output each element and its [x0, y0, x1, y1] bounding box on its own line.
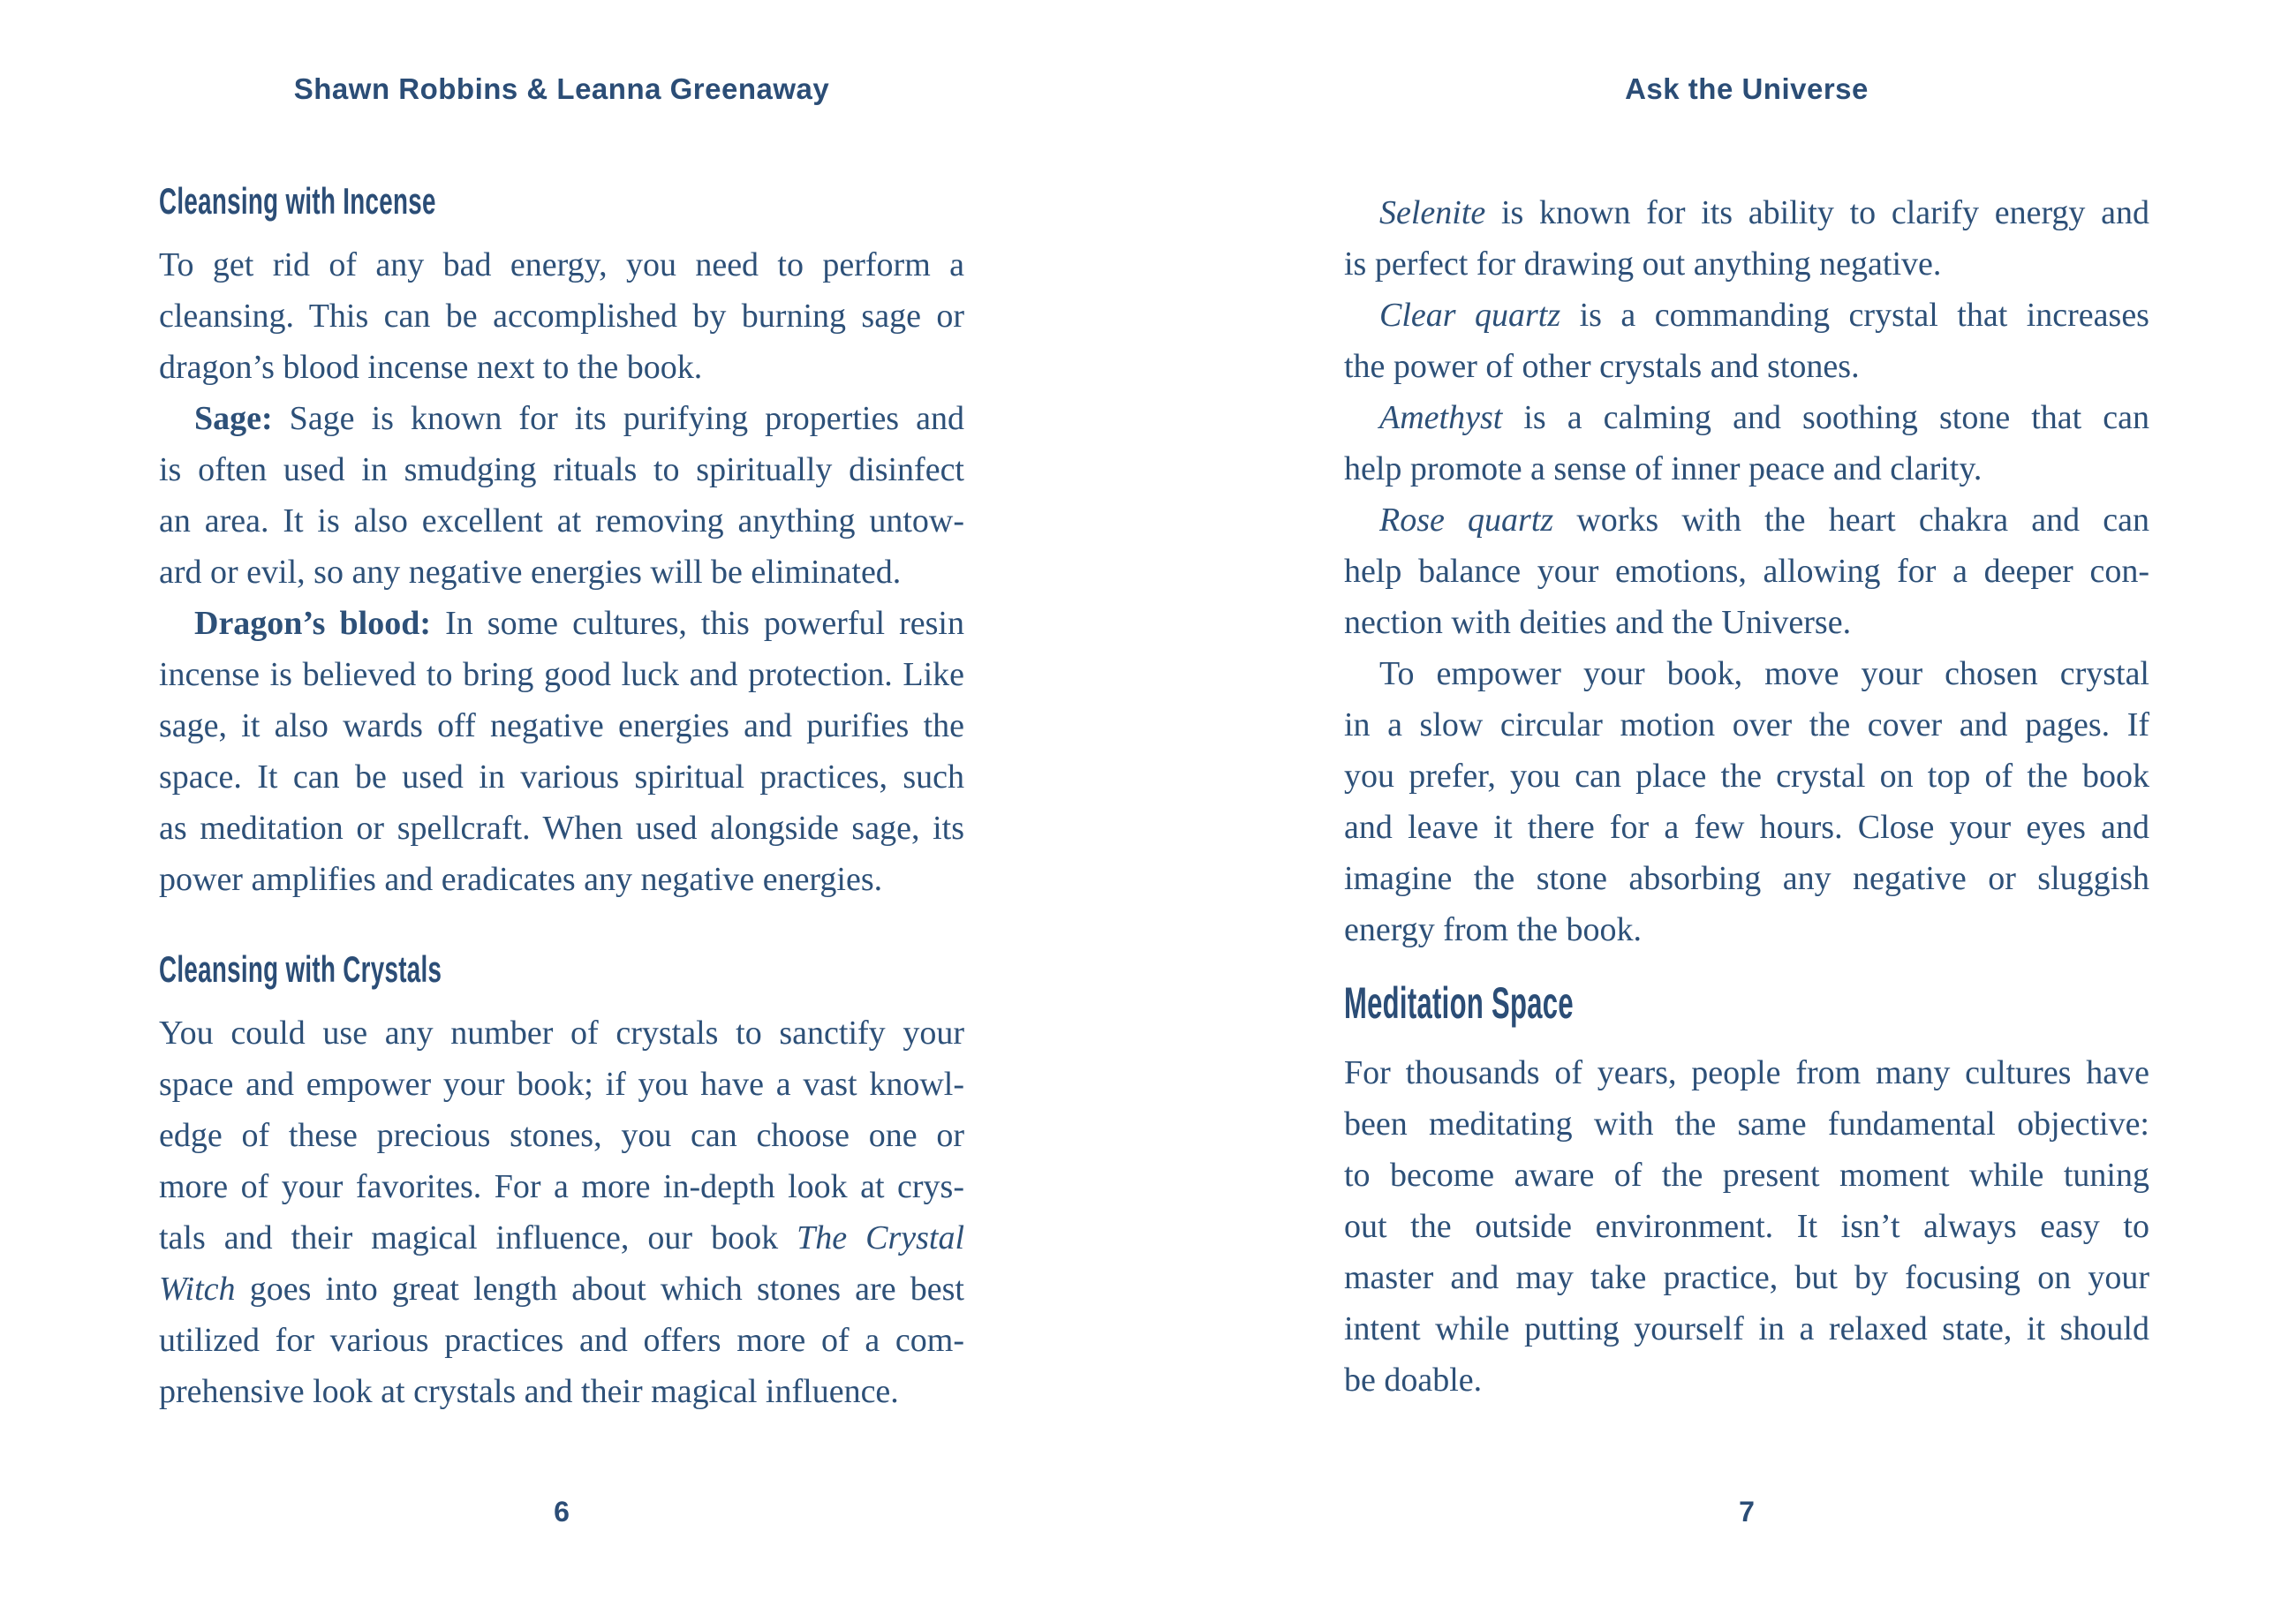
- page-left: [159, 0, 964, 1607]
- text-line: [1344, 1354, 2149, 1406]
- text-line: [159, 393, 964, 444]
- body-text: intent while putting yourself in a relaxed state, it should: [1344, 1310, 2149, 1347]
- paragraph: [159, 239, 964, 393]
- bold-text: Dragon’s blood:: [194, 605, 432, 642]
- body-text: space and empower your book; if you have a vast knowl-: [159, 1066, 964, 1103]
- text-line: [1344, 1201, 2149, 1252]
- text-line: [1344, 648, 2149, 699]
- text-line: [1344, 699, 2149, 751]
- body-text: is known for its ability to clarify energy and: [1485, 194, 2149, 231]
- text-line: [159, 1110, 964, 1161]
- text-line: [159, 1059, 964, 1110]
- body-text: help promote a sense of inner peace and clarity.: [1344, 450, 1983, 487]
- body-text: space. It can be used in various spiritual practices, such: [159, 758, 964, 796]
- text-line: [159, 598, 964, 649]
- body-text: an area. It is also excellent at removing anything untow-: [159, 502, 964, 539]
- body-text: In some cultures, this powerful resin: [431, 605, 964, 642]
- body-text: is a commanding crystal that increases: [1560, 297, 2149, 334]
- body-text: to become aware of the present moment while tuning: [1344, 1157, 2149, 1194]
- paragraph: [1344, 290, 2149, 392]
- body-text: is perfect for drawing out anything negative.: [1344, 245, 1942, 283]
- text-line: [1344, 853, 2149, 904]
- text-line: [1344, 546, 2149, 597]
- page-number-left: 6: [554, 1496, 570, 1528]
- body-text: goes into great length about which stones are best: [235, 1271, 964, 1308]
- paragraph: [159, 598, 964, 905]
- body-text: master and may take practice, but by focusing on your: [1344, 1259, 2149, 1296]
- text-line: [1344, 1047, 2149, 1098]
- text-line: [159, 1366, 964, 1417]
- body-text: and leave it there for a few hours. Close your eyes and: [1344, 809, 2149, 846]
- body-text: as meditation or spellcraft. When used alongside sage, its: [159, 810, 964, 847]
- text-line: [1344, 443, 2149, 494]
- italic-text: The Crystal: [797, 1219, 964, 1256]
- body-text: cleansing. This can be accomplished by burning sage or: [159, 298, 964, 335]
- text-line: [159, 1315, 964, 1366]
- body-text: be doable.: [1344, 1362, 1483, 1399]
- body-text: edge of these precious stones, you can choose one or: [159, 1117, 964, 1154]
- body-text: been meditating with the same fundamental objective:: [1344, 1105, 2149, 1143]
- paragraph: [159, 393, 964, 598]
- body-text: sage, it also wards off negative energies and purifies the: [159, 707, 964, 744]
- body-text: tals and their magical influence, our book: [159, 1219, 797, 1256]
- text-line: [159, 751, 964, 803]
- body-text: is often used in smudging rituals to spiritually disinfect: [159, 451, 964, 488]
- body-text: the power of other crystals and stones.: [1344, 348, 1860, 385]
- body-text: works with the heart chakra and can: [1553, 502, 2149, 539]
- text-line: [159, 495, 964, 547]
- body-text: To get rid of any bad energy, you need to perform a: [159, 246, 964, 283]
- text-line: [159, 342, 964, 393]
- text-line: [1344, 1252, 2149, 1303]
- text-line: [159, 700, 964, 751]
- text-line: [159, 803, 964, 854]
- page-right: [1344, 0, 2149, 1607]
- text-line: [159, 1007, 964, 1059]
- body-text: For thousands of years, people from many cultures have: [1344, 1054, 2149, 1091]
- body-text: more of your favorites. For a more in-depth look at crys-: [159, 1168, 964, 1205]
- body-text: Sage is known for its purifying properties and: [272, 400, 964, 437]
- bold-text: Sage:: [194, 400, 273, 437]
- text-line: [1344, 290, 2149, 341]
- body-text: To empower your book, move your chosen crystal: [1379, 655, 2149, 692]
- text-line: [1344, 1303, 2149, 1354]
- body-text: utilized for various practices and offers more of a com-: [159, 1322, 964, 1359]
- text-line: [1344, 1098, 2149, 1150]
- text-line: [159, 649, 964, 700]
- body-text: help balance your emotions, allowing for a deeper con-: [1344, 553, 2149, 590]
- body-text: energy from the book.: [1344, 911, 1642, 948]
- body-text: you prefer, you can place the crystal on top of the book: [1344, 758, 2149, 795]
- body-text: You could use any number of crystals to sanctify your: [159, 1015, 964, 1052]
- running-head-left: Shawn Robbins & Leanna Greenaway: [293, 72, 830, 105]
- body-text: imagine the stone absorbing any negative or sluggish: [1344, 860, 2149, 897]
- italic-text: Rose quartz: [1379, 502, 1554, 539]
- text-line: [159, 854, 964, 905]
- paragraph: [1344, 187, 2149, 290]
- italic-text: Clear quartz: [1379, 297, 1561, 334]
- body-text: out the outside environment. It isn’t always easy to: [1344, 1208, 2149, 1245]
- section-heading: Cleansing with Crystals: [159, 948, 442, 990]
- italic-text: Witch: [159, 1271, 236, 1308]
- paragraph: [1344, 494, 2149, 648]
- text-line: [159, 1264, 964, 1315]
- text-line: [1344, 341, 2149, 392]
- paragraph: [159, 1007, 964, 1417]
- body-text: nection with deities and the Universe.: [1344, 604, 1852, 641]
- body-text: dragon’s blood incense next to the book.: [159, 349, 703, 386]
- paragraph: [1344, 392, 2149, 494]
- body-text: incense is believed to bring good luck and protection. Like: [159, 656, 964, 693]
- page-number-right: 7: [1739, 1496, 1755, 1528]
- paragraph: [1344, 1047, 2149, 1406]
- section-heading: Cleansing with Incense: [159, 180, 436, 222]
- text-line: [159, 444, 964, 495]
- body-text: prehensive look at crystals and their magical influence.: [159, 1373, 899, 1410]
- text-line: [159, 239, 964, 290]
- text-line: [1344, 597, 2149, 648]
- italic-text: Selenite: [1379, 194, 1486, 231]
- text-line: [1344, 904, 2149, 955]
- running-head-right: Ask the Universe: [1625, 72, 1869, 105]
- section-heading: Meditation Space: [1344, 978, 1574, 1028]
- page-right-content: [1344, 187, 2149, 1406]
- text-line: [159, 1161, 964, 1212]
- body-text: is a calming and soothing stone that can: [1502, 399, 2149, 436]
- text-line: [159, 290, 964, 342]
- text-line: [159, 547, 964, 598]
- body-text: ard or evil, so any negative energies will be eliminated.: [159, 554, 902, 591]
- italic-text: Amethyst: [1379, 399, 1503, 436]
- body-text: in a slow circular motion over the cover and pages. If: [1344, 706, 2149, 743]
- text-line: [1344, 187, 2149, 238]
- text-line: [1344, 751, 2149, 802]
- body-text: power amplifies and eradicates any negative energies.: [159, 861, 883, 898]
- text-line: [1344, 494, 2149, 546]
- page-left-content: [159, 181, 964, 1417]
- text-line: [1344, 238, 2149, 290]
- text-line: [1344, 1150, 2149, 1201]
- text-line: [1344, 392, 2149, 443]
- text-line: [1344, 802, 2149, 853]
- text-line: [159, 1212, 964, 1264]
- paragraph: [1344, 648, 2149, 955]
